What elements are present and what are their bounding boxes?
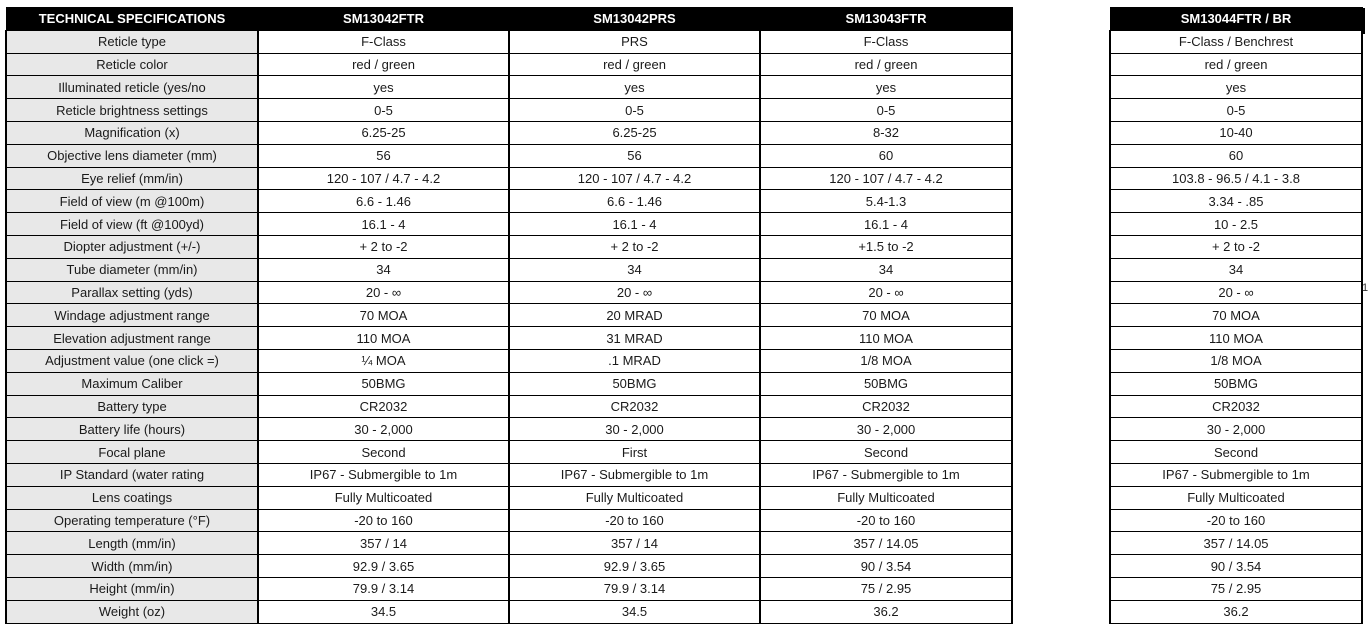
spec-label: Length (mm/in): [6, 532, 258, 555]
spec-value: 79.9 / 3.14: [258, 577, 509, 600]
side-spec-row: [1110, 167, 1362, 190]
spec-value: 60: [760, 144, 1012, 167]
side-spec-row: [1110, 372, 1362, 395]
spec-value: 92.9 / 3.65: [258, 555, 509, 578]
side-spec-row: [1110, 418, 1362, 441]
spec-value: F-Class: [760, 30, 1012, 53]
spec-label: Tube diameter (mm/in): [6, 258, 258, 281]
side-model-header: SM13044FTR / BR: [1110, 8, 1362, 31]
spec-row: [6, 213, 1012, 236]
spec-row: [6, 76, 1012, 99]
spec-row: [6, 121, 1012, 144]
spec-value: Fully Multicoated: [760, 486, 1012, 509]
spec-row: [6, 190, 1012, 213]
spec-row: [6, 99, 1012, 122]
spec-label: Battery type: [6, 395, 258, 418]
spec-value: Fully Multicoated: [258, 486, 509, 509]
side-spec-value: 1/8 MOA: [1110, 349, 1362, 372]
side-spec-row: [1110, 463, 1362, 486]
side-spec-value: + 2 to -2: [1110, 235, 1362, 258]
spec-table: [5, 7, 1013, 624]
spec-label: Reticle brightness settings: [6, 99, 258, 122]
side-spec-value: 0-5: [1110, 99, 1362, 122]
spec-table-title: TECHNICAL SPECIFICATIONS: [6, 8, 258, 31]
side-spec-value: 60: [1110, 144, 1362, 167]
spec-value: 56: [258, 144, 509, 167]
spec-row: [6, 577, 1012, 600]
spec-value: red / green: [258, 53, 509, 76]
spec-row: [6, 509, 1012, 532]
side-spec-value: 357 / 14.05: [1110, 532, 1362, 555]
side-spec-row: [1110, 486, 1362, 509]
spec-value: 0-5: [760, 99, 1012, 122]
spec-value: 357 / 14.05: [760, 532, 1012, 555]
spec-label: Lens coatings: [6, 486, 258, 509]
spec-value: 6.6 - 1.46: [258, 190, 509, 213]
spec-value: 20 - ∞: [509, 281, 760, 304]
spec-label: Focal plane: [6, 441, 258, 464]
spec-value: 56: [509, 144, 760, 167]
spec-value: Fully Multicoated: [509, 486, 760, 509]
spec-label: Adjustment value (one click =): [6, 349, 258, 372]
spec-value: 50BMG: [760, 372, 1012, 395]
spec-value: 92.9 / 3.65: [509, 555, 760, 578]
side-spec-value: 70 MOA: [1110, 304, 1362, 327]
side-spec-value: 75 / 2.95: [1110, 577, 1362, 600]
spec-row: [6, 349, 1012, 372]
spec-value: IP67 - Submergible to 1m: [760, 463, 1012, 486]
spec-value: Second: [258, 441, 509, 464]
side-spec-row: [1110, 349, 1362, 372]
spec-label: Illuminated reticle (yes/no: [6, 76, 258, 99]
side-spec-value: 103.8 - 96.5 / 4.1 - 3.8: [1110, 167, 1362, 190]
spec-value: 90 / 3.54: [760, 555, 1012, 578]
spec-label: Field of view (ft @100yd): [6, 213, 258, 236]
spec-label: Reticle type: [6, 30, 258, 53]
side-spec-row: [1110, 327, 1362, 350]
spec-label: Windage adjustment range: [6, 304, 258, 327]
spec-value: 5.4-1.3: [760, 190, 1012, 213]
model-header: SM13042PRS: [509, 8, 760, 31]
spec-value: 0-5: [258, 99, 509, 122]
spec-value: CR2032: [258, 395, 509, 418]
spec-value: 75 / 2.95: [760, 577, 1012, 600]
spec-label: Operating temperature (°F): [6, 509, 258, 532]
spec-value: 20 - ∞: [760, 281, 1012, 304]
spec-value: 6.25-25: [258, 121, 509, 144]
side-spec-value: 110 MOA: [1110, 327, 1362, 350]
spec-row: [6, 418, 1012, 441]
spec-value: 110 MOA: [760, 327, 1012, 350]
spec-value: 34.5: [509, 600, 760, 623]
spec-value: PRS: [509, 30, 760, 53]
side-spec-value: 30 - 2,000: [1110, 418, 1362, 441]
side-spec-value: F-Class / Benchrest: [1110, 30, 1362, 53]
side-spec-row: [1110, 258, 1362, 281]
spec-value: -20 to 160: [760, 509, 1012, 532]
spec-value: 34: [258, 258, 509, 281]
spec-label: Objective lens diameter (mm): [6, 144, 258, 167]
side-spec-value: 50BMG: [1110, 372, 1362, 395]
side-header-row: [1110, 8, 1362, 31]
cropped-edge-glyph: 1: [1362, 282, 1368, 294]
spec-value: 16.1 - 4: [258, 213, 509, 236]
spec-value: 34.5: [258, 600, 509, 623]
spec-label: Maximum Caliber: [6, 372, 258, 395]
spec-row: [6, 395, 1012, 418]
spec-value: 30 - 2,000: [509, 418, 760, 441]
spec-value: -20 to 160: [509, 509, 760, 532]
spec-row: [6, 441, 1012, 464]
side-spec-row: [1110, 144, 1362, 167]
spec-row: [6, 372, 1012, 395]
spec-value: 357 / 14: [509, 532, 760, 555]
side-spec-row: [1110, 509, 1362, 532]
spec-row: [6, 600, 1012, 623]
side-spec-row: [1110, 99, 1362, 122]
side-spec-row: [1110, 213, 1362, 236]
side-spec-value: Fully Multicoated: [1110, 486, 1362, 509]
spec-value: 70 MOA: [258, 304, 509, 327]
side-spec-value: CR2032: [1110, 395, 1362, 418]
spec-value: 8-32: [760, 121, 1012, 144]
spec-row: [6, 258, 1012, 281]
spec-value: yes: [760, 76, 1012, 99]
spec-value: First: [509, 441, 760, 464]
spec-value: +1.5 to -2: [760, 235, 1012, 258]
spec-header-row: [6, 8, 1012, 31]
spec-row: [6, 30, 1012, 53]
spec-row: [6, 463, 1012, 486]
spec-value: 16.1 - 4: [509, 213, 760, 236]
spec-label: Parallax setting (yds): [6, 281, 258, 304]
side-spec-row: [1110, 53, 1362, 76]
cropped-edge-mark: [1362, 8, 1365, 34]
side-spec-value: 10-40: [1110, 121, 1362, 144]
spec-value: 110 MOA: [258, 327, 509, 350]
side-spec-row: [1110, 76, 1362, 99]
side-spec-row: [1110, 555, 1362, 578]
model-header: SM13043FTR: [760, 8, 1012, 31]
side-spec-row: [1110, 441, 1362, 464]
spec-value: + 2 to -2: [509, 235, 760, 258]
spec-value: 0-5: [509, 99, 760, 122]
spec-value: CR2032: [760, 395, 1012, 418]
spec-value: 6.25-25: [509, 121, 760, 144]
spec-label: Weight (oz): [6, 600, 258, 623]
spec-value: red / green: [760, 53, 1012, 76]
spec-value: 120 - 107 / 4.7 - 4.2: [509, 167, 760, 190]
spec-value: + 2 to -2: [258, 235, 509, 258]
spec-row: [6, 532, 1012, 555]
side-spec-value: 20 - ∞: [1110, 281, 1362, 304]
spec-value: 50BMG: [258, 372, 509, 395]
side-spec-value: 3.34 - .85: [1110, 190, 1362, 213]
side-spec-row: [1110, 190, 1362, 213]
spec-label: Width (mm/in): [6, 555, 258, 578]
side-spec-table: [1109, 7, 1363, 624]
spec-value: -20 to 160: [258, 509, 509, 532]
spec-label: Magnification (x): [6, 121, 258, 144]
spec-row: [6, 304, 1012, 327]
spec-label: Field of view (m @100m): [6, 190, 258, 213]
side-spec-row: [1110, 235, 1362, 258]
spec-value: 34: [760, 258, 1012, 281]
spec-value: 6.6 - 1.46: [509, 190, 760, 213]
spec-label: IP Standard (water rating: [6, 463, 258, 486]
side-spec-value: Second: [1110, 441, 1362, 464]
spec-value: ¼ MOA: [258, 349, 509, 372]
side-spec-row: [1110, 395, 1362, 418]
spec-value: .1 MRAD: [509, 349, 760, 372]
side-spec-value: red / green: [1110, 53, 1362, 76]
side-spec-value: -20 to 160: [1110, 509, 1362, 532]
spec-value: 1/8 MOA: [760, 349, 1012, 372]
side-spec-value: 34: [1110, 258, 1362, 281]
spec-value: 34: [509, 258, 760, 281]
spec-label: Reticle color: [6, 53, 258, 76]
spec-row: [6, 486, 1012, 509]
spec-value: yes: [258, 76, 509, 99]
spec-row: [6, 144, 1012, 167]
spec-value: 50BMG: [509, 372, 760, 395]
spec-value: 30 - 2,000: [760, 418, 1012, 441]
spec-value: 36.2: [760, 600, 1012, 623]
spec-value: 31 MRAD: [509, 327, 760, 350]
side-spec-row: [1110, 532, 1362, 555]
side-spec-value: yes: [1110, 76, 1362, 99]
side-spec-value: 10 - 2.5: [1110, 213, 1362, 236]
spec-label: Eye relief (mm/in): [6, 167, 258, 190]
spec-label: Diopter adjustment (+/-): [6, 235, 258, 258]
spec-label: Elevation adjustment range: [6, 327, 258, 350]
spec-value: F-Class: [258, 30, 509, 53]
spec-value: 357 / 14: [258, 532, 509, 555]
spec-value: 79.9 / 3.14: [509, 577, 760, 600]
side-spec-row: [1110, 30, 1362, 53]
spec-value: 16.1 - 4: [760, 213, 1012, 236]
spec-value: Second: [760, 441, 1012, 464]
spec-value: yes: [509, 76, 760, 99]
spec-row: [6, 235, 1012, 258]
spec-row: [6, 53, 1012, 76]
spec-value: 70 MOA: [760, 304, 1012, 327]
side-spec-row: [1110, 600, 1362, 623]
side-spec-value: 90 / 3.54: [1110, 555, 1362, 578]
spec-value: 120 - 107 / 4.7 - 4.2: [258, 167, 509, 190]
side-spec-row: [1110, 577, 1362, 600]
spec-row: [6, 555, 1012, 578]
spec-value: IP67 - Submergible to 1m: [258, 463, 509, 486]
spec-row: [6, 327, 1012, 350]
spec-label: Height (mm/in): [6, 577, 258, 600]
spec-value: CR2032: [509, 395, 760, 418]
side-spec-row: [1110, 281, 1362, 304]
spec-value: 120 - 107 / 4.7 - 4.2: [760, 167, 1012, 190]
spec-value: 20 - ∞: [258, 281, 509, 304]
spec-label: Battery life (hours): [6, 418, 258, 441]
side-spec-value: 36.2: [1110, 600, 1362, 623]
side-spec-row: [1110, 304, 1362, 327]
spec-row: [6, 281, 1012, 304]
side-spec-value: IP67 - Submergible to 1m: [1110, 463, 1362, 486]
spec-value: IP67 - Submergible to 1m: [509, 463, 760, 486]
spec-value: 30 - 2,000: [258, 418, 509, 441]
side-spec-row: [1110, 121, 1362, 144]
spec-value: 20 MRAD: [509, 304, 760, 327]
spec-value: red / green: [509, 53, 760, 76]
spec-row: [6, 167, 1012, 190]
model-header: SM13042FTR: [258, 8, 509, 31]
